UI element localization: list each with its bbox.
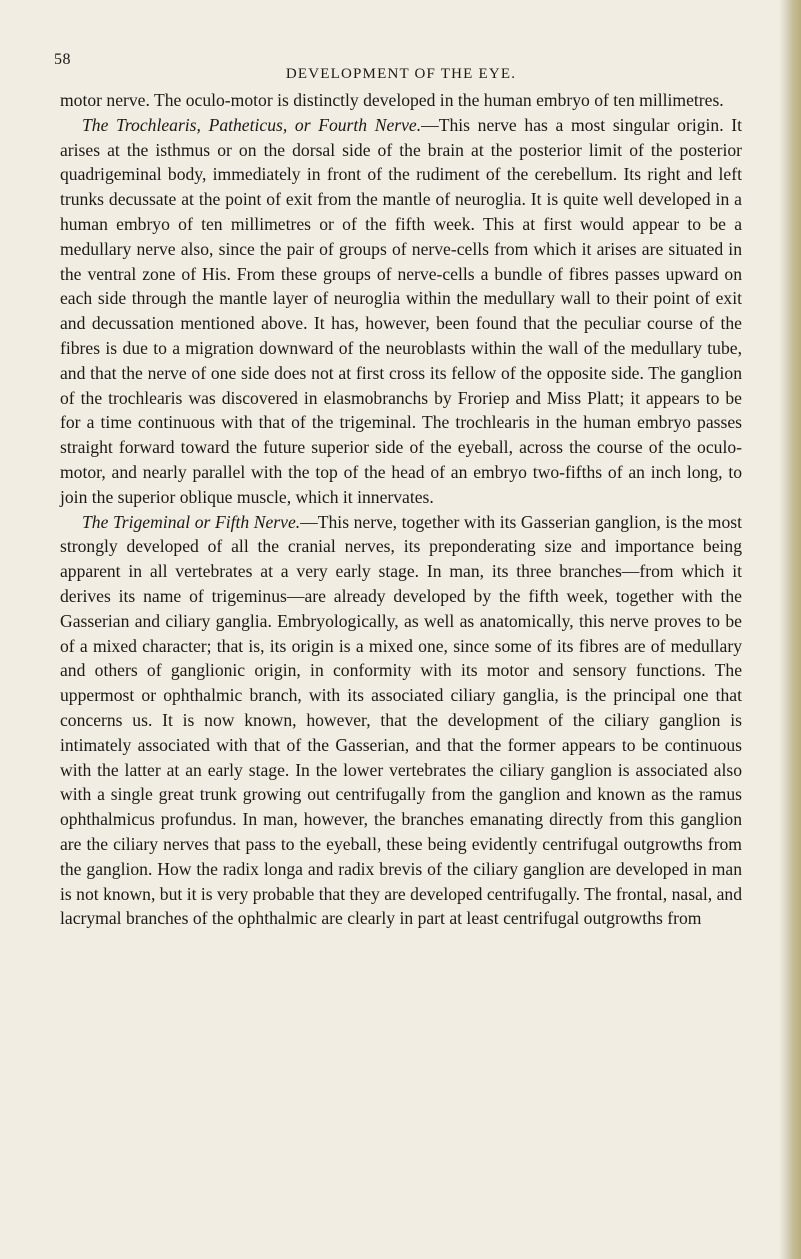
paragraph-continuation (60, 88, 742, 113)
paragraph-text: —This nerve has a most singular origin. It arises at the isthmus or on the dorsal side of the brain at the posterior limit of the posterior quadrigeminal body, immediately in front of the rudiment of the cerebellum. Its right and left trunks decussate at the point of exit from the mantle of neuroglia. It is quite well developed in a human embryo of ten millimetres or of the fifth week. This at first would appear to be a medullary nerve also, since the pair of groups of nerve-cells from which it arises are situated in the ventral zone of His. From these groups of nerve-cells a bundle of fibres passes upward on each side through the mantle layer of neuroglia within the medullary wall to their point of exit and decussation mentioned above. It has, however, been found that the peculiar course of the fibres is due to a migration downward of the neuroblasts within the wall of the medullary tube, and that the nerve of one side does not at first cross its fellow of the opposite side. The ganglion of the trochlearis was discovered in elasmobranchs by Froriep and Miss Platt; it appears to be for a time continuous with that of the trigeminal. The trochlearis in the human embryo passes straight forward toward the future superior side of the eyeball, across the course of the oculo-motor, and nearly parallel with the top of the head of an embryo two-fifths of an inch long, to join the superior oblique muscle, which it innervates. (60, 114, 742, 507)
page-edge-shadow (779, 0, 801, 1259)
paragraph-trochlearis (60, 113, 742, 510)
paragraph-text: —This nerve, together with its Gasserian ganglion, is the most strongly developed of all the cranial nerves, its preponderating size and importance being apparent in all vertebrates at a very early stage. In man, its three branches—from which it derives its name of trigeminus—are already developed by the fifth week, together with the Gasserian and ciliary ganglia. Embryologically, as well as anatomically, this nerve proves to be of a mixed character; that is, its origin is a mixed one, since some of its fibres are of medullary and others of ganglionic origin, in conformity with its motor and sensory functions. The uppermost or ophthalmic branch, with its associated ciliary ganglia, is the principal one that concerns us. It is now known, however, that the development of the ciliary ganglion is intimately associated with that of the Gasserian, and that the former appears to be continuous with the latter at an early stage. In the lower vertebrates the ciliary ganglion is associated also with a single great trunk growing out centrifugally from the ganglion and known as the ramus ophthalmicus profundus. In man, however, the branches emanating directly from this ganglion are the ciliary nerves that pass to the eyeball, these being evidently centrifugal outgrowths from the ganglion. How the radix longa and radix brevis of the ciliary ganglion are developed in man is not known, but it is very probable that they are developed centrifugally. The frontal, nasal, and lacrymal branches of the ophthalmic are clearly in part at least centrifugal outgrowths from (60, 511, 742, 929)
running-header-title: DEVELOPMENT OF THE EYE. (285, 66, 517, 82)
page-number: 58 (54, 51, 71, 68)
running-head (54, 48, 742, 88)
page-content (54, 48, 742, 931)
paragraph-text: motor nerve. The oculo-motor is distinctly developed in the human embryo of ten millimetres. (60, 90, 724, 110)
paragraph-trigeminal (60, 510, 742, 932)
section-heading-trochlearis: The Trochlearis, Patheticus, or Fourth Nerve. (82, 114, 422, 135)
section-heading-trigeminal: The Trigeminal or Fifth Nerve. (82, 511, 301, 532)
